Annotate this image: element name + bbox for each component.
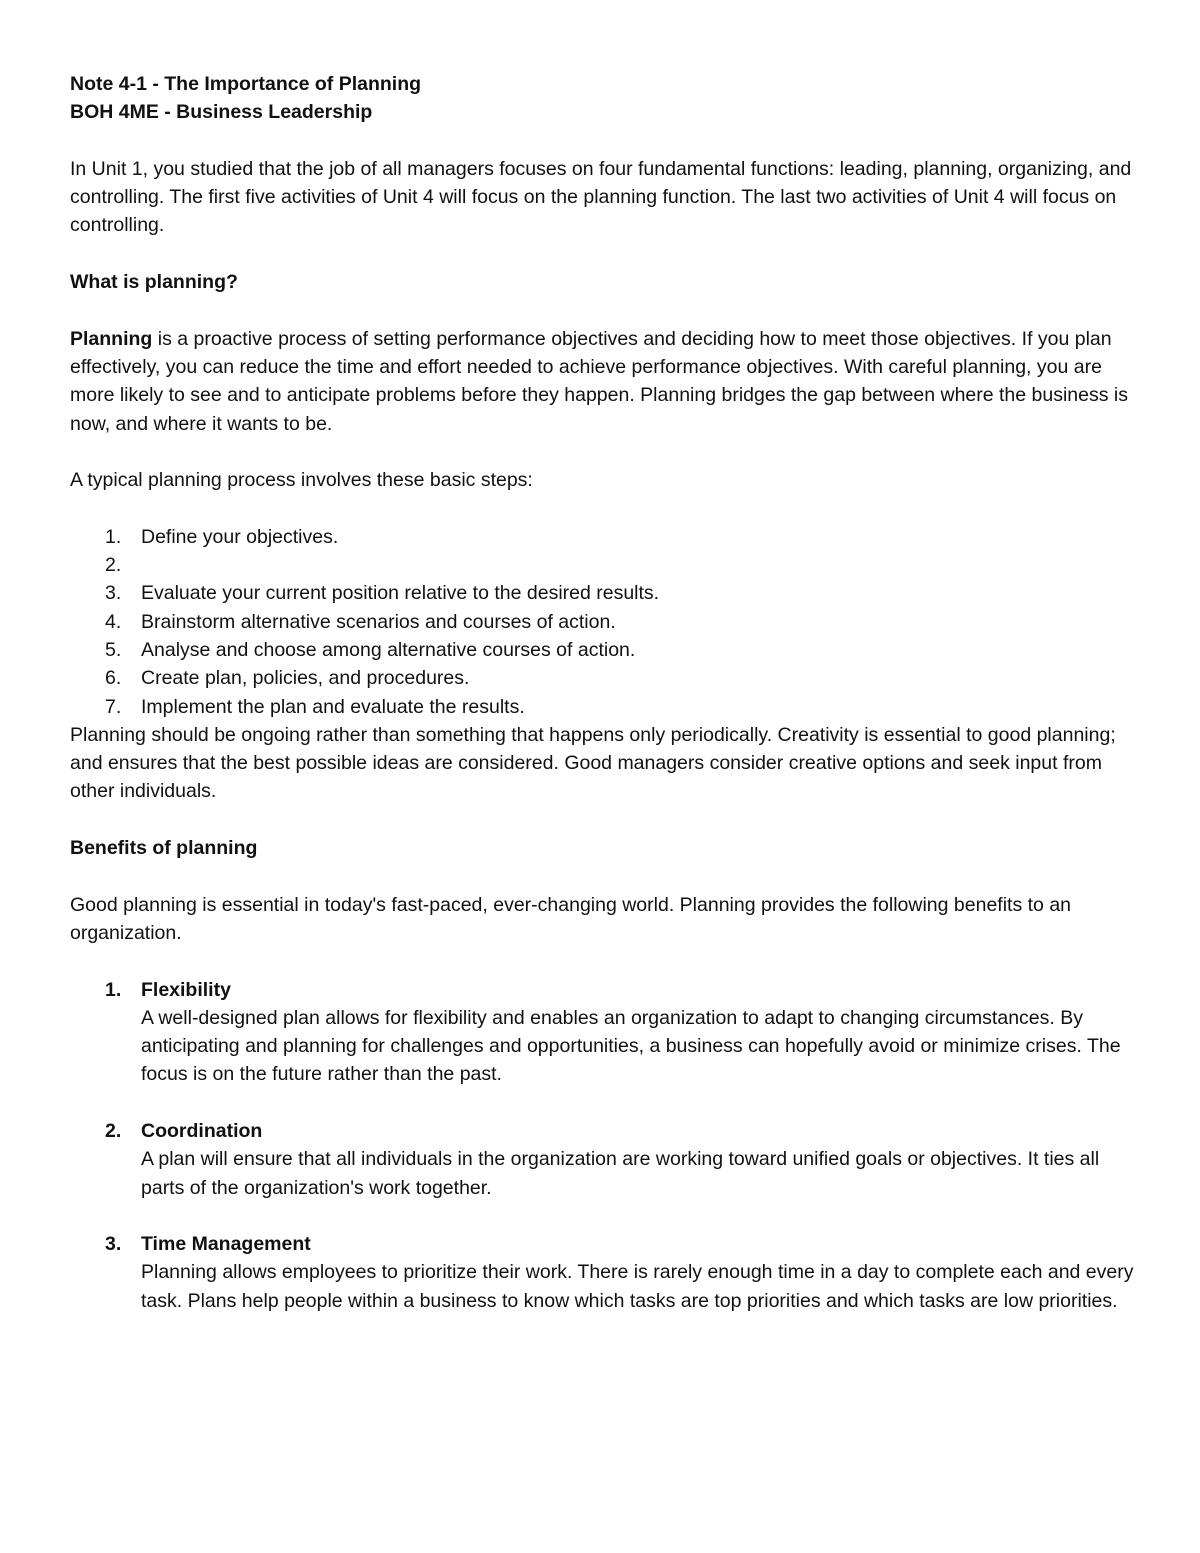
list-number: 6.: [105, 667, 122, 690]
list-item-text: Brainstorm alternative scenarios and courses of action.: [141, 610, 616, 633]
benefit-number: 3.: [105, 1233, 122, 1256]
list-item: [70, 608, 1140, 636]
list-item-text: Define your objectives.: [141, 525, 339, 548]
document-title: Note 4-1 - The Importance of Planning: [70, 73, 422, 95]
benefit-body: A well-designed plan allows for flexibility and enables an organization to adapt to changing circumstances. By anticipating and planning for challenges and opportunities, a business can hopefully avoid or minimize crises. The focus is on the future rather than the past.: [141, 1006, 1121, 1086]
benefits-list: [70, 976, 1140, 1316]
steps-intro: A typical planning process involves these basic steps:: [70, 469, 533, 492]
benefit-title: Coordination: [141, 1119, 263, 1142]
list-number: 2.: [105, 554, 122, 577]
benefit-number: 2.: [105, 1119, 122, 1142]
list-number: 5.: [105, 638, 122, 661]
benefit-item: [70, 976, 1140, 1089]
list-item: [70, 551, 1140, 579]
list-item: [70, 664, 1140, 692]
definition-term: Planning: [70, 327, 153, 350]
list-item-text: Analyse and choose among alternative courses of action.: [141, 638, 636, 661]
list-number: 3.: [105, 582, 122, 605]
list-item: [70, 523, 1140, 551]
spacer: [70, 806, 1140, 834]
intro-paragraph: In Unit 1, you studied that the job of all managers focuses on four fundamental functions: leading, planning, organizing, and controlling. The first five activities of Unit 4 will focus on the planning function. The last two activities of Unit 4 will focus on controlling.: [70, 157, 1132, 237]
list-item: [70, 636, 1140, 664]
spacer: [70, 862, 1140, 890]
spacer: [70, 947, 1140, 975]
spacer: [70, 127, 1140, 155]
course-title: BOH 4ME - Business Leadership: [70, 101, 373, 124]
list-number: 4.: [105, 610, 122, 633]
spacer: [70, 494, 1140, 522]
definition-text: is a proactive process of setting performance objectives and deciding how to meet those objectives. If you plan effectively, you can reduce the time and effort needed to achieve performance objectives. With careful planning, you are more likely to see and to anticipate problems before they happen. Planning bridges the gap between where the business is now, and where it wants to be.: [70, 327, 1128, 435]
planning-steps-list: [70, 523, 1140, 721]
benefit-title: Time Management: [141, 1233, 311, 1256]
benefits-intro: Good planning is essential in today's fast-paced, ever-changing world. Planning provides the following benefits to an organization.: [70, 893, 1072, 944]
spacer: [70, 296, 1140, 324]
section-heading-what-is-planning: What is planning?: [70, 271, 238, 294]
list-number: 1.: [105, 525, 122, 548]
list-number: 7.: [105, 695, 122, 718]
benefit-number: 1.: [105, 978, 122, 1001]
planning-closing-paragraph: Planning should be ongoing rather than something that happens only periodically. Creativity is essential to good planning; and ensures that the best possible ideas are considered. Good managers consider creative options and seek input from other individuals.: [70, 723, 1116, 803]
benefit-body: Planning allows employees to prioritize their work. There is rarely enough time in a day to complete each and every task. Plans help people within a business to know which tasks are top priorities and which tasks are low priorities.: [141, 1261, 1134, 1312]
list-item-text: Create plan, policies, and procedures.: [141, 667, 470, 690]
document-page: [70, 70, 1140, 1315]
benefit-body: A plan will ensure that all individuals in the organization are working toward unified goals or objectives. It ties all parts of the organization's work together.: [141, 1148, 1100, 1199]
section-heading-benefits: Benefits of planning: [70, 837, 258, 860]
list-item-text: Implement the plan and evaluate the results.: [141, 695, 525, 718]
benefit-item: [70, 1230, 1140, 1315]
planning-definition: [70, 325, 1140, 438]
spacer: [70, 438, 1140, 466]
list-item: [70, 693, 1140, 721]
list-item-text: Evaluate your current position relative to the desired results.: [141, 582, 660, 605]
benefit-title: Flexibility: [141, 978, 231, 1001]
list-item: [70, 579, 1140, 607]
benefit-item: [70, 1117, 1140, 1202]
spacer: [70, 240, 1140, 268]
